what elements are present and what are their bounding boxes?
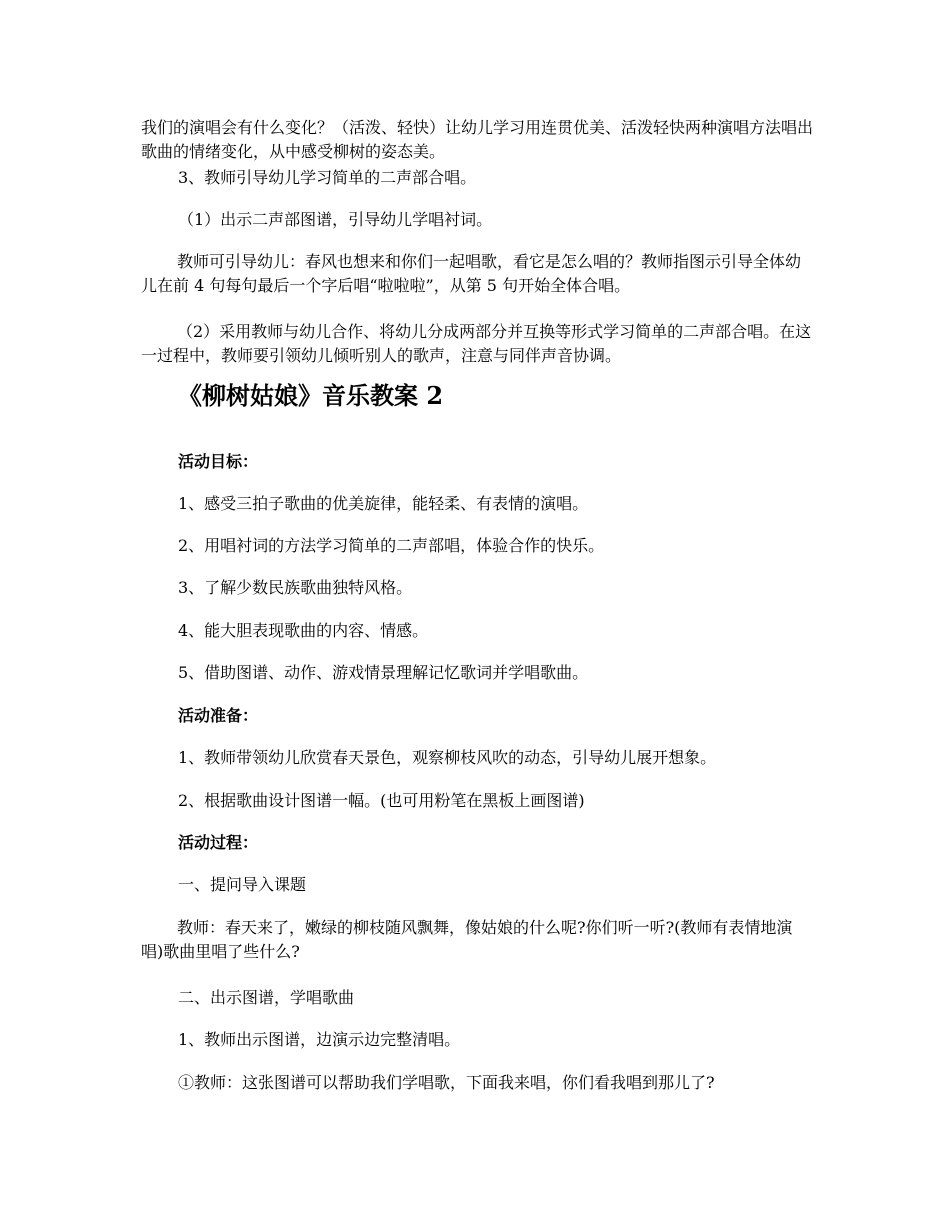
goal-item: 2、用唱衬词的方法学习简单的二声部唱，体验合作的快乐。: [178, 536, 605, 555]
process-step-1-text: 教师：春天来了，嫩绿的柳枝随风飘舞，像姑娘的什么呢?你们听一听?(教师有表情地演唱)歌曲里唱了些什么?: [141, 918, 793, 961]
process-step-1: 一、提问导入课题: [178, 875, 307, 894]
paragraph-singing-change: 我们的演唱会有什么变化？（活泼、轻快）让幼儿学习用连贯优美、活泼轻快两种演唱方法唱出歌曲的情绪变化，从中感受柳树的姿态美。: [141, 118, 814, 161]
goals-title: 活动目标：: [178, 452, 259, 471]
section-heading: 《柳树姑娘》音乐教案 2: [178, 381, 444, 410]
preparation-title: 活动准备：: [178, 706, 259, 725]
process-step-2-item: 1、教师出示图谱，边演示边完整清唱。: [178, 1030, 461, 1049]
process-title: 活动过程：: [178, 833, 259, 852]
process-step-2: 二、出示图谱，学唱歌曲: [178, 988, 355, 1007]
goal-item: 1、感受三拍子歌曲的优美旋律，能轻柔、有表情的演唱。: [178, 494, 589, 513]
process-step-2-item: ①教师：这张图谱可以帮助我们学唱歌，下面我来唱，你们看我唱到那儿了?: [178, 1073, 715, 1092]
preparation-item: 1、教师带领幼儿欣赏春天景色，观察柳枝风吹的动态，引导幼儿展开想象。: [178, 748, 717, 767]
paragraph-cooperation: （2）采用教师与幼儿合作、将幼儿分成两部分并互换等形式学习简单的二声部合唱。在这一过程中，教师要引领幼儿倾听别人的歌声，注意与同伴声音协调。: [141, 322, 812, 365]
goal-item: 5、借助图谱、动作、游戏情景理解记忆歌词并学唱歌曲。: [178, 663, 589, 682]
goal-item: 4、能大胆表现歌曲的内容、情感。: [178, 621, 429, 640]
preparation-item: 2、根据歌曲设计图谱一幅。(也可用粉笔在黑板上画图谱): [178, 791, 585, 810]
goal-item: 3、了解少数民族歌曲独特风格。: [178, 578, 413, 597]
paragraph-show-score: （1）出示二声部图谱，引导幼儿学唱衬词。: [178, 210, 493, 229]
paragraph-two-part-intro: 3、教师引导幼儿学习简单的二声部合唱。: [178, 168, 477, 187]
paragraph-guide-children: 教师可引导幼儿：春风也想来和你们一起唱歌，看它是怎么唱的？教师指图示引导全体幼儿在前 4 句每句最后一个字后唱“啦啦啦”，从第 5 句开始全体合唱。: [141, 252, 802, 295]
